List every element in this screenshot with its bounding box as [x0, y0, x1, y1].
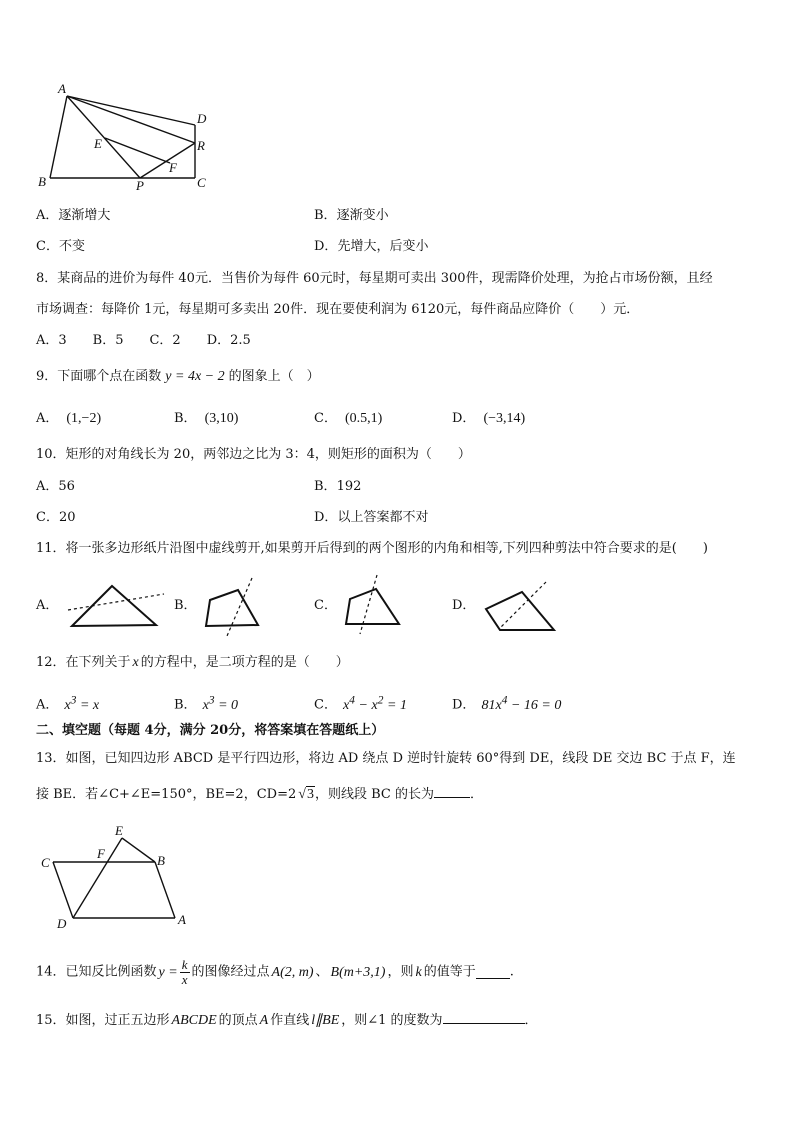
- q14-point-a: A(2, m): [271, 964, 314, 980]
- label-B: B: [38, 174, 46, 189]
- option-key: D．: [314, 239, 338, 254]
- option-key: D．: [452, 411, 476, 426]
- q14-denominator: x: [181, 972, 188, 987]
- q12-option-a: [36, 691, 99, 715]
- q11-figure-d-quad: [478, 580, 568, 636]
- q13-radicand: 3: [306, 787, 314, 802]
- q13-radical-sign: √: [298, 787, 306, 802]
- q15-pre: 15．如图，过正五边形: [36, 1013, 170, 1028]
- q7-option-d: [314, 238, 428, 256]
- q14-pre: 14．已知反比例函数: [36, 964, 157, 980]
- q14-k: k: [415, 964, 422, 980]
- q12-option-d: [452, 691, 561, 715]
- q15-polygon: ABCDE: [171, 1013, 217, 1028]
- label-B: B: [157, 853, 165, 868]
- option-equation: $81x^4 - 16 = 0$: [481, 693, 562, 713]
- q14-y: y =: [158, 964, 178, 980]
- label-E: E: [115, 823, 123, 838]
- option-equation: $x^4 - x^2 = 1$: [342, 693, 407, 713]
- option-text: 192: [336, 479, 362, 494]
- option-text: 逐渐增大: [58, 208, 111, 223]
- label-E: E: [94, 136, 102, 151]
- q8-options: A．3 B．5 C．2 D．2.5: [36, 333, 251, 348]
- label-P: P: [136, 178, 144, 193]
- option-equation: $x^3 = x$: [64, 693, 100, 713]
- q15-line: l∥BE: [311, 1013, 340, 1028]
- q9-option-b: [174, 410, 238, 428]
- figure-q13-parallelogram: [35, 822, 200, 932]
- option-key: A．: [36, 411, 59, 426]
- option-key: C．: [36, 239, 59, 254]
- q9-post: 的图象上（ ）: [228, 369, 320, 384]
- q8-line1: 8．某商品的进价为每件 40元．当售价为每件 60元时，每星期可卖出 300件，现需降价处理，为抢占市场份额，且经: [36, 271, 713, 286]
- option-value: (3,10): [204, 411, 239, 426]
- label-C: C: [41, 855, 50, 870]
- q11-key-c: C．: [314, 598, 337, 613]
- q10-option-b: [314, 478, 361, 496]
- q13-answer-blank: [434, 797, 470, 798]
- q14-numerator: k: [181, 957, 188, 972]
- label-F: F: [169, 160, 177, 175]
- q12-pre: 12．在下列关于: [36, 655, 131, 670]
- q14-mid: 的图像经过点: [191, 964, 270, 980]
- option-text: 20: [58, 510, 76, 525]
- q13-line1: 13．如图，已知四边形 ABCD 是平行四边形，将边 AD 绕点 D 逆时针旋转 60°得到 DE，线段 DE 交边 BC 于点 F，连: [36, 751, 736, 766]
- q7-option-b: [314, 207, 389, 225]
- q9-pre: 9．下面哪个点在函数: [36, 369, 162, 384]
- q14-end: .: [509, 964, 514, 980]
- q14-answer-blank: [476, 966, 510, 979]
- option-key: A．: [36, 208, 59, 223]
- q15-end: ．: [524, 1013, 538, 1028]
- option-value: (−3,14): [483, 411, 526, 426]
- q10-option-c: [36, 509, 76, 527]
- section-heading-fill-in: 二、填空题（每题 4分，满分 20分，将答案填在答题纸上）: [36, 723, 385, 738]
- q12-stem: [36, 654, 349, 672]
- label-A: A: [178, 912, 186, 927]
- label-D: D: [57, 916, 67, 931]
- option-key: A．: [36, 479, 59, 494]
- q8-line2: 市场调查：每降价 1元，每星期可多卖出 20件．现在要使利润为 6120元，每件商品应降价（ ）元．: [36, 302, 640, 317]
- q15-mid3: ，则∠1 的度数为: [341, 1013, 443, 1028]
- figure-q7-rectangle: [30, 80, 220, 195]
- option-key: B．: [174, 697, 197, 713]
- option-key: C．: [314, 411, 337, 426]
- q10-stem: 10．矩形的对角线长为 20，两邻边之比为 3：4，则矩形的面积为（ ）: [36, 447, 471, 462]
- q13-line2-post: ，则线段 BC 的长为: [314, 787, 434, 802]
- q14-sep: 、: [315, 964, 329, 980]
- option-key: D．: [314, 510, 338, 525]
- q15-mid1: 的顶点: [218, 1013, 258, 1028]
- q11-figure-c-quad: [340, 572, 410, 636]
- option-key: B．: [314, 479, 337, 494]
- q9-option-a: [36, 410, 101, 428]
- q14-point-b: B(m+3,1): [330, 964, 386, 980]
- option-text: 逐渐变小: [336, 208, 389, 223]
- q11-stem: 11．将一张多边形纸片沿图中虚线剪开,如果剪开后得到的两个图形的内角和相等,下列四种剪法中符合要求的是( ): [36, 541, 708, 556]
- q9-option-c: [314, 410, 382, 428]
- q14-stem: [36, 958, 514, 988]
- option-value: (1,−2): [66, 411, 102, 426]
- q11-key-b: B．: [174, 598, 197, 613]
- option-text: 以上答案都不对: [337, 510, 429, 525]
- option-equation: $x^3 = 0$: [202, 693, 239, 713]
- q15-answer-blank: [443, 1023, 525, 1024]
- option-key: C．: [36, 510, 59, 525]
- q12-var: x: [132, 655, 139, 670]
- option-key: C．: [314, 697, 337, 713]
- label-F: F: [97, 846, 105, 861]
- q7-option-a: [36, 207, 110, 225]
- q11-figure-b-quad: [200, 574, 270, 638]
- q11-figure-a-triangle: [60, 578, 170, 633]
- q9-stem: [36, 368, 320, 386]
- q11-key-d: D．: [452, 598, 476, 613]
- option-text: 先增大，后变小: [337, 239, 429, 254]
- option-key: B．: [314, 208, 337, 223]
- label-A: A: [58, 81, 66, 96]
- q9-option-d: [452, 410, 525, 428]
- q10-option-a: [36, 478, 75, 496]
- q14-fraction: [180, 958, 190, 987]
- option-key: D．: [452, 697, 476, 713]
- q13-line2-pre: 接 BE．若∠C+∠E=150°，BE=2，CD=2: [36, 787, 297, 802]
- option-key: B．: [174, 411, 197, 426]
- q13-end: ．: [469, 787, 483, 802]
- option-key: A．: [36, 697, 59, 713]
- label-D: D: [197, 111, 207, 126]
- q10-option-d: [314, 509, 428, 527]
- q7-option-c: [36, 238, 85, 256]
- q14-post: ，则: [387, 964, 414, 980]
- q15-stem: [36, 1012, 538, 1030]
- option-text: 56: [58, 479, 75, 494]
- q9-function: y = 4x − 2: [165, 369, 225, 384]
- q11-key-a: A．: [36, 598, 59, 613]
- q12-option-b: [174, 691, 238, 715]
- q15-vertex: A: [259, 1013, 269, 1028]
- q12-post: 的方程中，是二项方程的是（ ）: [140, 655, 349, 670]
- q12-option-c: [314, 691, 407, 715]
- q13-line2: [36, 786, 483, 804]
- q15-mid2: 作直线: [270, 1013, 310, 1028]
- label-C: C: [197, 175, 206, 190]
- label-R: R: [197, 138, 205, 153]
- q14-post2: 的值等于: [423, 964, 476, 980]
- option-value: (0.5,1): [344, 411, 383, 426]
- option-text: 不变: [58, 239, 85, 254]
